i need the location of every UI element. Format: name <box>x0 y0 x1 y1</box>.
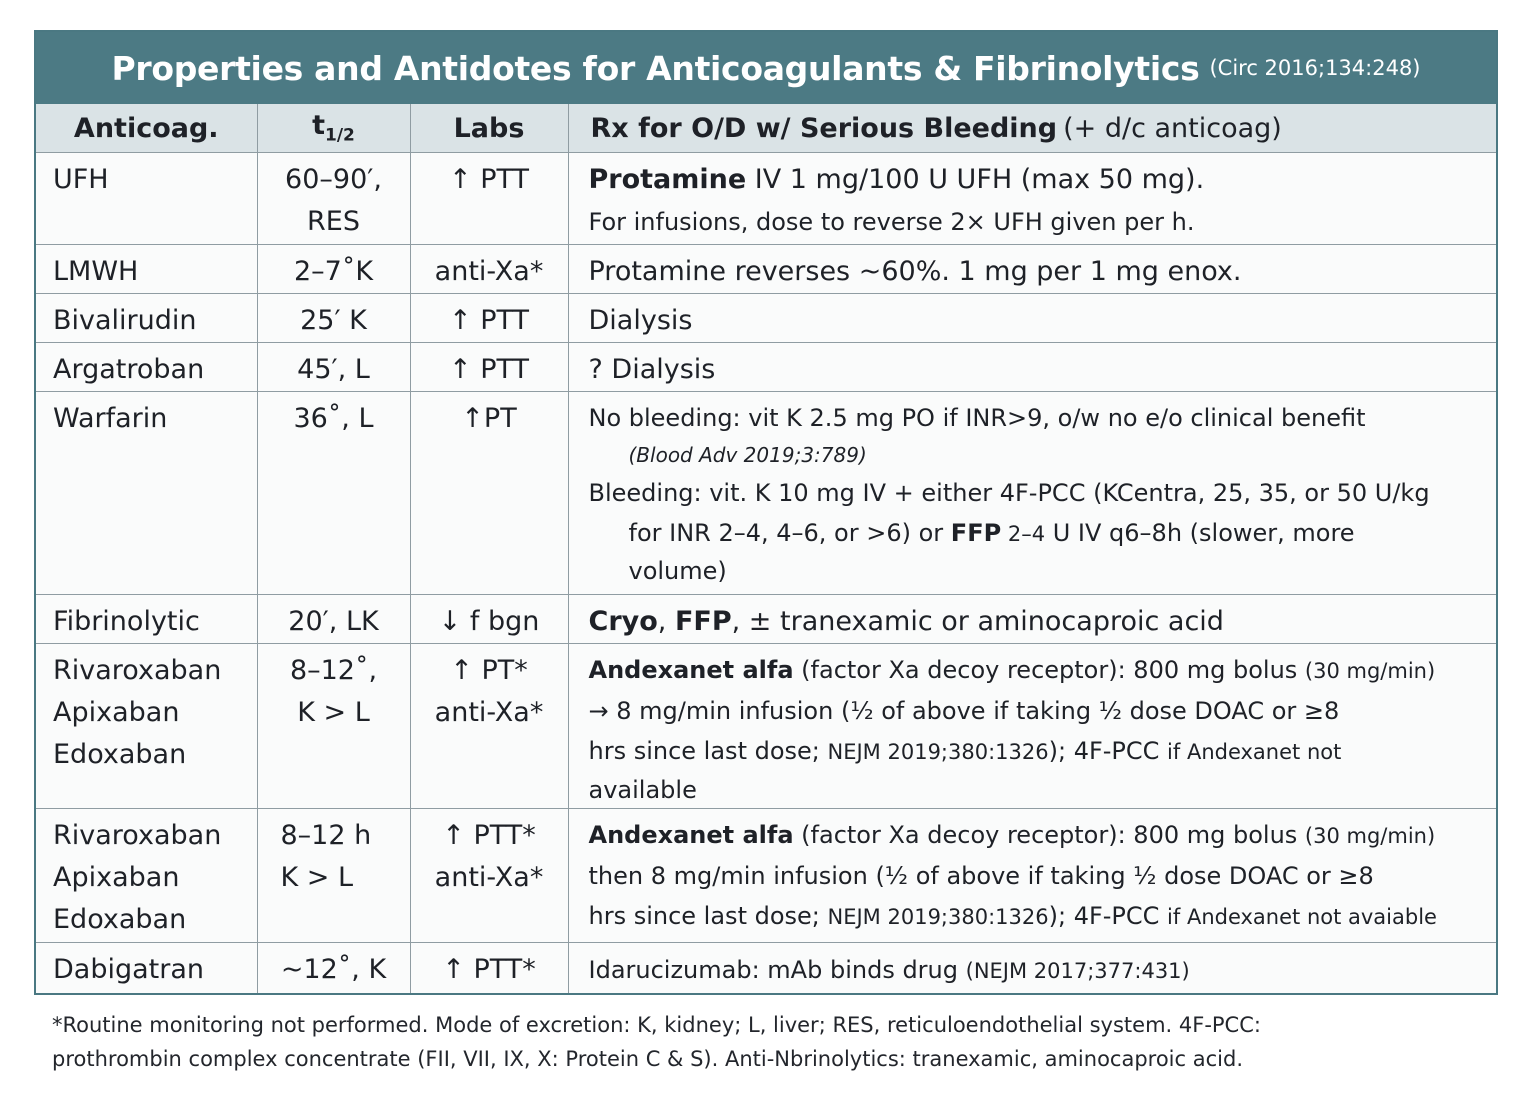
rx-text: (30 mg/min) <box>1304 824 1436 848</box>
table-row <box>36 943 1496 993</box>
rx-line: volume) <box>628 557 727 585</box>
header-rx-label: Rx for O/D w/ Serious Bleeding <box>590 112 1058 144</box>
rx-cell <box>568 644 1496 809</box>
table-row <box>36 245 1496 294</box>
labs-cell <box>410 153 568 245</box>
rx-bold-drug: FFP <box>674 606 732 637</box>
rx-line: For infusions, dose to reverse 2× UFH given per h. <box>588 208 1195 236</box>
rx-text: U IV q6–8h (slower, more <box>1045 519 1355 547</box>
rx-bold-drug: FFP <box>950 519 1002 547</box>
rx-line <box>589 514 1487 553</box>
rx-line <box>589 949 1487 992</box>
half-life-value: K > L <box>280 862 354 893</box>
rx-line <box>589 731 1487 772</box>
rx-text: IV 1 mg/100 U UFH (max 50 mg). <box>746 164 1205 195</box>
labs-cell <box>410 644 568 809</box>
drug-name: Edoxaban <box>53 904 187 935</box>
rx-text: 2–4 <box>1001 522 1046 546</box>
rx-cell <box>568 809 1496 943</box>
rx-text: (30 mg/min) <box>1304 659 1436 683</box>
drug-name: UFH <box>53 164 109 195</box>
rx-cell <box>568 153 1496 245</box>
rx-line: Protamine reverses ~60%. 1 mg per 1 mg enox. <box>588 256 1242 287</box>
drug-name: Edoxaban <box>53 739 187 770</box>
half-life-cell <box>257 245 410 294</box>
header-anticoag: Anticoag. <box>36 104 257 153</box>
labs-value: anti-Xa* <box>434 256 544 287</box>
half-life-cell <box>257 392 410 595</box>
rx-line: available <box>588 776 697 804</box>
rx-text: (factor Xa decoy receptor): 800 mg bolus <box>793 821 1305 849</box>
labs-cell <box>410 245 568 294</box>
table-row <box>36 644 1496 809</box>
rx-reference: (Blood Adv 2019;3:789) <box>628 443 867 467</box>
half-life-value: ~12˚, K <box>280 954 387 985</box>
half-life-value: 2–7˚K <box>293 256 374 287</box>
half-life-value: 25′ K <box>300 305 367 336</box>
rx-bold-drug: Protamine <box>588 164 747 195</box>
half-life-cell <box>257 943 410 993</box>
footnote-line: prothrombin complex concentrate (FII, VII, IX, X: Protein C & S). Anti-Nbrinolytics: tranexamic, aminocaproic acid. <box>52 1047 1243 1071</box>
drug-cell <box>36 595 257 644</box>
drug-cell <box>36 153 257 245</box>
half-life-cell <box>257 343 410 392</box>
rx-text: , ± tranexamic or aminocaproic acid <box>731 606 1224 637</box>
table-row <box>36 392 1496 595</box>
title-bar <box>36 32 1496 104</box>
rx-cell <box>568 245 1496 294</box>
half-life-value: K > L <box>297 697 370 728</box>
half-life-value: 20′, LK <box>288 606 379 637</box>
footnote <box>52 1008 1492 1076</box>
half-life-cell <box>257 595 410 644</box>
rx-text: if Andexanet not <box>1167 740 1342 764</box>
rx-line: Dialysis <box>588 305 693 336</box>
footnote-line: *Routine monitoring not performed. Mode of excretion: K, kidney; L, liver; RES, reticuloendothelial system. 4F-PCC: <box>52 1013 1261 1037</box>
header-rx <box>568 104 1496 153</box>
labs-cell <box>410 294 568 343</box>
drug-name: Rivaroxaban <box>53 655 222 686</box>
half-life-value: RES <box>307 206 360 237</box>
drug-cell <box>36 245 257 294</box>
rx-text: Idarucizumab: mAb binds drug <box>588 956 966 984</box>
title-citation: (Circ 2016;134:248) <box>1209 56 1421 80</box>
drug-name: Apixaban <box>53 862 180 893</box>
rx-cell <box>568 595 1496 644</box>
labs-cell <box>410 595 568 644</box>
rx-reference: NEJM 2019;380:1326 <box>827 905 1049 929</box>
rx-line: Bleeding: vit. K 10 mg IV + either 4F-PCC (KCentra, 25, 35, or 50 U/kg <box>588 479 1430 507</box>
rx-line <box>589 815 1487 856</box>
anticoagulant-table <box>34 30 1498 995</box>
half-life-value: 45′, L <box>297 354 370 385</box>
header-half-life-t: t <box>312 110 326 142</box>
drug-name: Dabigatran <box>53 954 205 985</box>
labs-cell <box>410 809 568 943</box>
drug-cell <box>36 943 257 993</box>
labs-value: ↑ PTT <box>449 164 529 195</box>
table-title: Properties and Antidotes for Anticoagulants & Fibrinolytics <box>111 48 1200 88</box>
drug-cell <box>36 392 257 595</box>
half-life-cell <box>257 809 410 943</box>
rx-reference: NEJM 2019;380:1326 <box>827 740 1049 764</box>
table-row <box>36 343 1496 392</box>
header-row <box>36 104 1496 153</box>
rx-text: if Andexanet not avaiable <box>1167 905 1437 929</box>
rx-reference: (NEJM 2017;377:431) <box>965 959 1190 983</box>
header-half-life <box>257 104 410 153</box>
rx-line: then 8 mg/min infusion (½ of above if taking ½ dose DOAC or ≥8 <box>588 862 1374 890</box>
header-rx-note: (+ d/c anticoag) <box>1063 112 1282 144</box>
drug-name: Fibrinolytic <box>53 606 200 637</box>
rx-cell <box>568 343 1496 392</box>
rx-bold-drug: Cryo <box>588 606 658 637</box>
drug-cell <box>36 294 257 343</box>
labs-value: ↑PT <box>461 403 517 434</box>
table-row <box>36 153 1496 245</box>
half-life-value: 8–12˚, <box>289 655 378 686</box>
drug-cell <box>36 809 257 943</box>
header-half-life-sub: 1/2 <box>325 125 355 146</box>
half-life-cell <box>257 294 410 343</box>
labs-value: ↑ PTT* <box>442 954 536 985</box>
half-life-cell <box>257 153 410 245</box>
labs-cell <box>410 943 568 993</box>
drug-name: LMWH <box>53 256 139 287</box>
rx-text: , <box>657 606 675 637</box>
half-life-value: 36˚, L <box>293 403 374 434</box>
labs-cell <box>410 392 568 595</box>
labs-value: ↑ PTT* <box>442 820 536 851</box>
rx-line <box>589 601 1487 643</box>
properties-table <box>36 104 1496 993</box>
rx-line: → 8 mg/min infusion (½ of above if taking ½ dose DOAC or ≥8 <box>588 697 1340 725</box>
half-life-value: 60–90′, <box>285 164 382 195</box>
rx-line <box>589 159 1487 201</box>
labs-value: anti-Xa* <box>434 862 544 893</box>
rx-text: ); 4F-PCC <box>1048 737 1168 765</box>
rx-cell <box>568 392 1496 595</box>
table-row <box>36 294 1496 343</box>
rx-bold-drug: Andexanet alfa <box>588 821 794 849</box>
rx-line: ? Dialysis <box>588 354 716 385</box>
table-row <box>36 809 1496 943</box>
labs-value: ↑ PT* <box>450 655 528 686</box>
half-life-cell <box>257 644 410 809</box>
half-life-value: 8–12 h <box>280 820 372 851</box>
drug-cell <box>36 644 257 809</box>
table-row <box>36 595 1496 644</box>
rx-cell <box>568 294 1496 343</box>
labs-value: ↑ PTT <box>449 354 529 385</box>
rx-bold-drug: Andexanet alfa <box>588 656 794 684</box>
labs-value: ↓ f bgn <box>438 606 540 637</box>
labs-value: anti-Xa* <box>434 697 544 728</box>
rx-text: hrs since last dose; <box>588 902 828 930</box>
drug-name: Apixaban <box>53 697 180 728</box>
rx-text: (factor Xa decoy receptor): 800 mg bolus <box>793 656 1305 684</box>
drug-cell <box>36 343 257 392</box>
rx-text: ); 4F-PCC <box>1048 902 1168 930</box>
labs-value: ↑ PTT <box>449 305 529 336</box>
rx-line: No bleeding: vit K 2.5 mg PO if INR>9, o/w no e/o clinical benefit <box>588 404 1366 432</box>
rx-line <box>589 896 1487 937</box>
rx-text: hrs since last dose; <box>588 737 828 765</box>
header-labs: Labs <box>410 104 568 153</box>
drug-name: Argatroban <box>53 354 205 385</box>
rx-text: for INR 2–4, 4–6, or >6) or <box>628 519 951 547</box>
labs-cell <box>410 343 568 392</box>
drug-name: Bivalirudin <box>53 305 197 336</box>
rx-line <box>589 650 1487 691</box>
rx-cell <box>568 943 1496 993</box>
drug-name: Warfarin <box>53 403 168 434</box>
drug-name: Rivaroxaban <box>53 820 222 851</box>
